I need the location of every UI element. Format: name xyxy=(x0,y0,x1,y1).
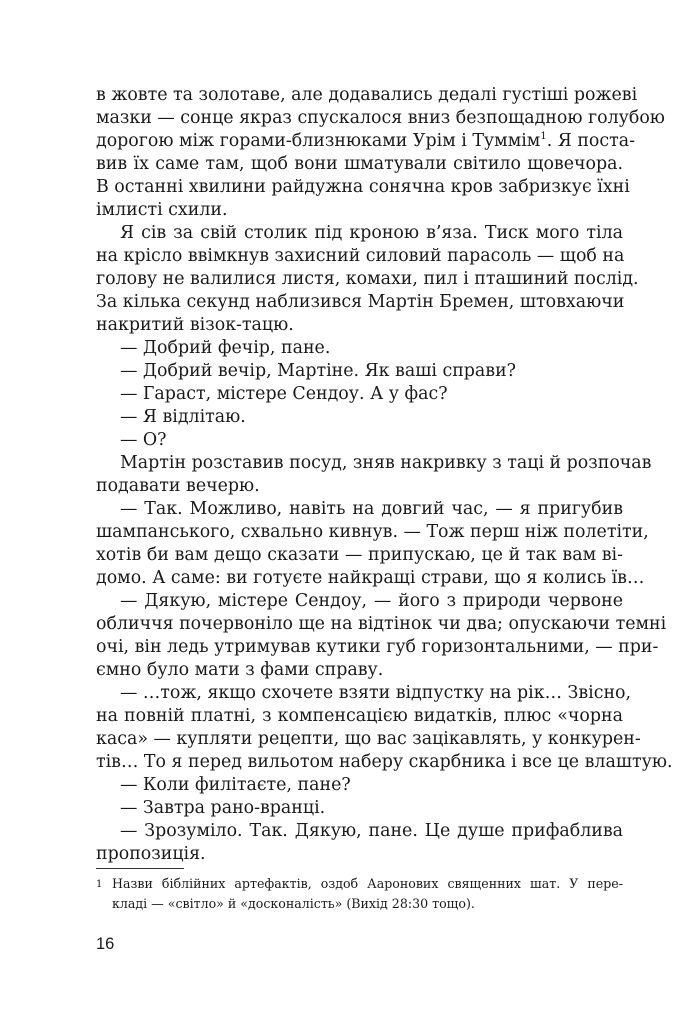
body-line-10: За кілька секунд наблизився Мартін Бремен, штовхаючи xyxy=(96,292,625,312)
body-line-34: пропозиція. xyxy=(96,844,206,864)
body-line-22: домо. А саме: ви готуєте найкращі страви, що я колись їв… xyxy=(96,568,645,588)
body-line-20: шампанського, схвально кивнув. — Тож перш ніж полетіти, xyxy=(96,522,649,542)
body-line-32: — Завтра рано-вранці. xyxy=(120,798,326,818)
body-line-29: каса» — купляти рецепти, що вас зацікавлять, у конкурен- xyxy=(96,729,641,749)
body-line-19: — Так. Можливо, навіть на довгий час, — я пригубив xyxy=(120,499,623,519)
body-line-21: хотів би вам дещо сказати — припускаю, це й так вам ві- xyxy=(96,545,623,565)
body-line-26: ємно було мати з фами справу. xyxy=(96,660,384,680)
body-line-8: на крісло ввімкнув захисний силовий парасоль — щоб на xyxy=(96,246,625,266)
body-line-6: імлисті схили. xyxy=(96,200,228,220)
footnote-line-1: Назви біблійних артефактів, оздоб Ааронових священних шат. У пере- xyxy=(112,876,623,891)
body-line-13: — Добрий вечір, Мартіне. Як ваші справи? xyxy=(120,361,516,381)
body-line-3 xyxy=(96,130,635,153)
body-line-27: — …тож, якщо схочете взяти відпустку на рік… Звісно, xyxy=(120,683,632,703)
body-line-4: вив їх саме там, щоб вони шматували світило щовечора. xyxy=(96,154,623,174)
body-line-14: — Гараст, містере Сендоу. А у фас? xyxy=(120,384,448,404)
body-line-18: подавати вечерю. xyxy=(96,476,260,496)
body-line-17: Мартін розставив посуд, зняв накривку з таці й розпочав xyxy=(120,453,652,473)
body-line-33: — Зрозуміло. Так. Дякую, пане. Це душе прифаблива xyxy=(120,821,623,841)
body-line-3-tail: . Я постa- xyxy=(546,131,635,151)
body-line-24: обличчя почервоніло ще на відтінок чи два; опускаючи темні xyxy=(96,614,667,634)
footnote-marker: 1 xyxy=(96,879,103,890)
body-line-7: Я сів за свій столик під кроною в’яза. Тиск мого тіла xyxy=(120,223,623,243)
footnote-line-2: кладі — «світло» й «досконалість» (Вихід 28:30 тощо). xyxy=(112,896,475,911)
page-number: 16 xyxy=(96,935,115,953)
footnote-reference: 1 xyxy=(540,131,547,143)
body-line-16: — О? xyxy=(120,430,167,450)
body-line-15: — Я відлітаю. xyxy=(120,407,246,427)
body-line-12: — Добрий фечір, пане. xyxy=(120,338,331,358)
body-line-23: — Дякую, містере Сендоу, — його з природи червоне xyxy=(120,591,623,611)
body-line-11: накритий візок-тацю. xyxy=(96,315,294,335)
body-line-28: на повній платні, з компенсацією видатків, плюс «чорна xyxy=(96,706,623,726)
body-line-2: мазки — сонце якраз спускалося вниз безпощадною голубою xyxy=(96,108,665,128)
body-line-30: тів… То я перед вильотом наберу скарбника і все це влаштую. xyxy=(96,752,673,772)
body-line-31: — Коли филітаєте, пане? xyxy=(120,775,351,795)
body-line-9: голову не валилися листя, комахи, пил і пташиний послід. xyxy=(96,269,639,289)
body-line-5: В останні хвилини райдужна сонячна кров забризкує їхні xyxy=(96,177,630,197)
footnote-divider xyxy=(96,868,184,869)
body-line-1: в жовте та золотаве, але додавались дедалі густіші рожеві xyxy=(96,85,638,105)
body-line-3-text: дорогою між горами-близнюками Урім і Туммім xyxy=(96,131,541,151)
body-line-25: очі, він ледь утримував кутики губ горизонтальними, — при- xyxy=(96,637,659,657)
